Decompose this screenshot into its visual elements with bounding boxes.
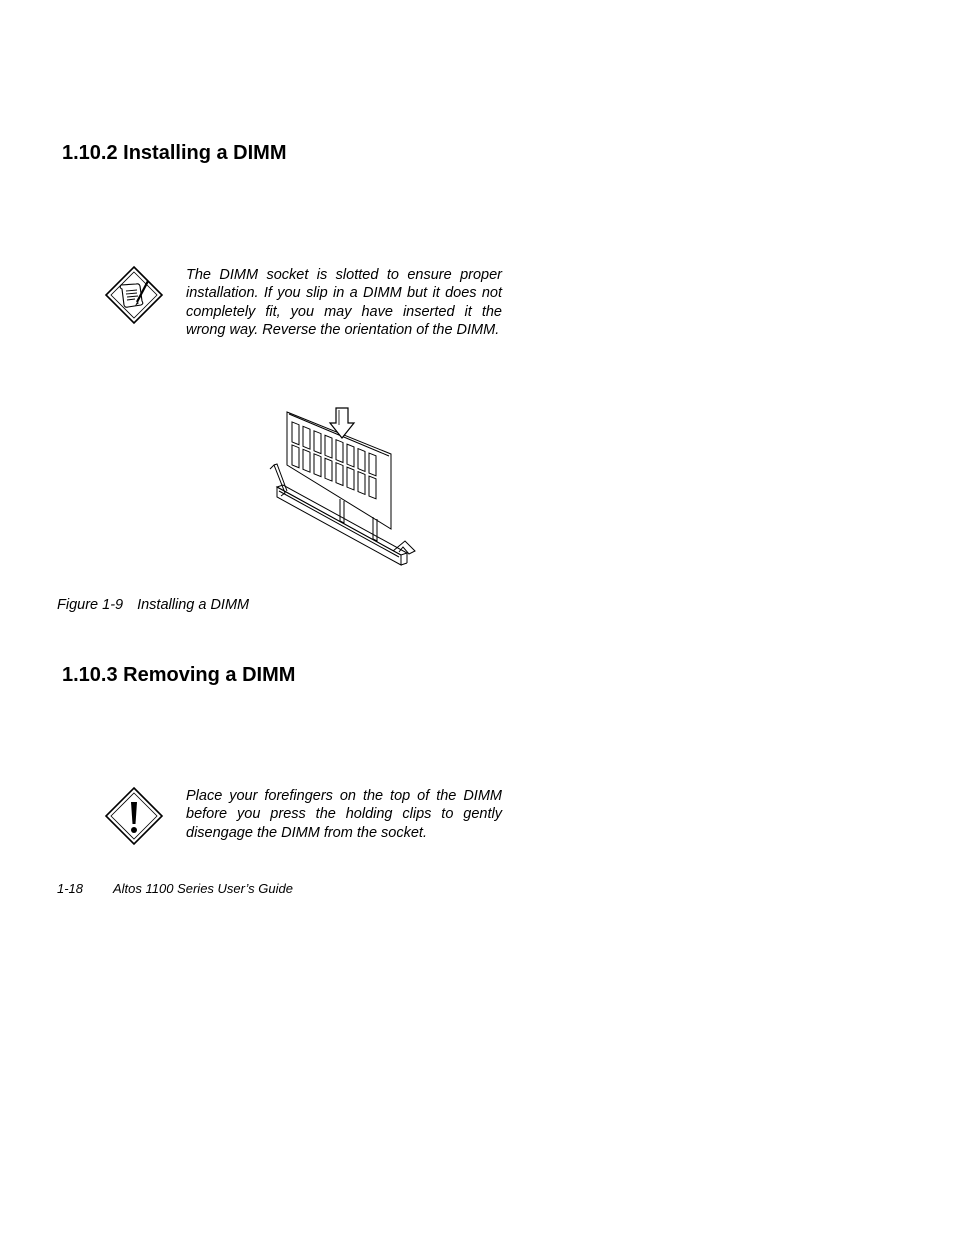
figure-caption-number: Figure 1-9 — [57, 597, 124, 613]
footer-book-title: Altos 1100 Series User’s Guide — [113, 881, 293, 896]
dimm-installation-illustration — [265, 405, 420, 575]
caution-exclamation-icon — [104, 786, 164, 846]
note-pen-icon — [104, 265, 164, 325]
caution-text-remove-dimm: Place your forefingers on the top of the DIMM before you press the holding clips to gently disengage the DIMM from the socket. — [186, 788, 502, 841]
section-heading-installing-dimm: 1.10.2 Installing a DIMM — [62, 142, 287, 164]
note-text-dimm-socket: The DIMM socket is slotted to ensure proper installation. If you slip in a DIMM but it does not completely fit, you may have inserted it the wrong way. Reverse the orientation of the DIMM. — [186, 267, 502, 339]
section-heading-removing-dimm: 1.10.3 Removing a DIMM — [62, 664, 296, 686]
footer-page-number: 1-18 — [57, 881, 84, 896]
figure-caption-text: Installing a DIMM — [137, 597, 250, 613]
page-footer — [57, 881, 293, 897]
figure-caption — [57, 596, 249, 614]
